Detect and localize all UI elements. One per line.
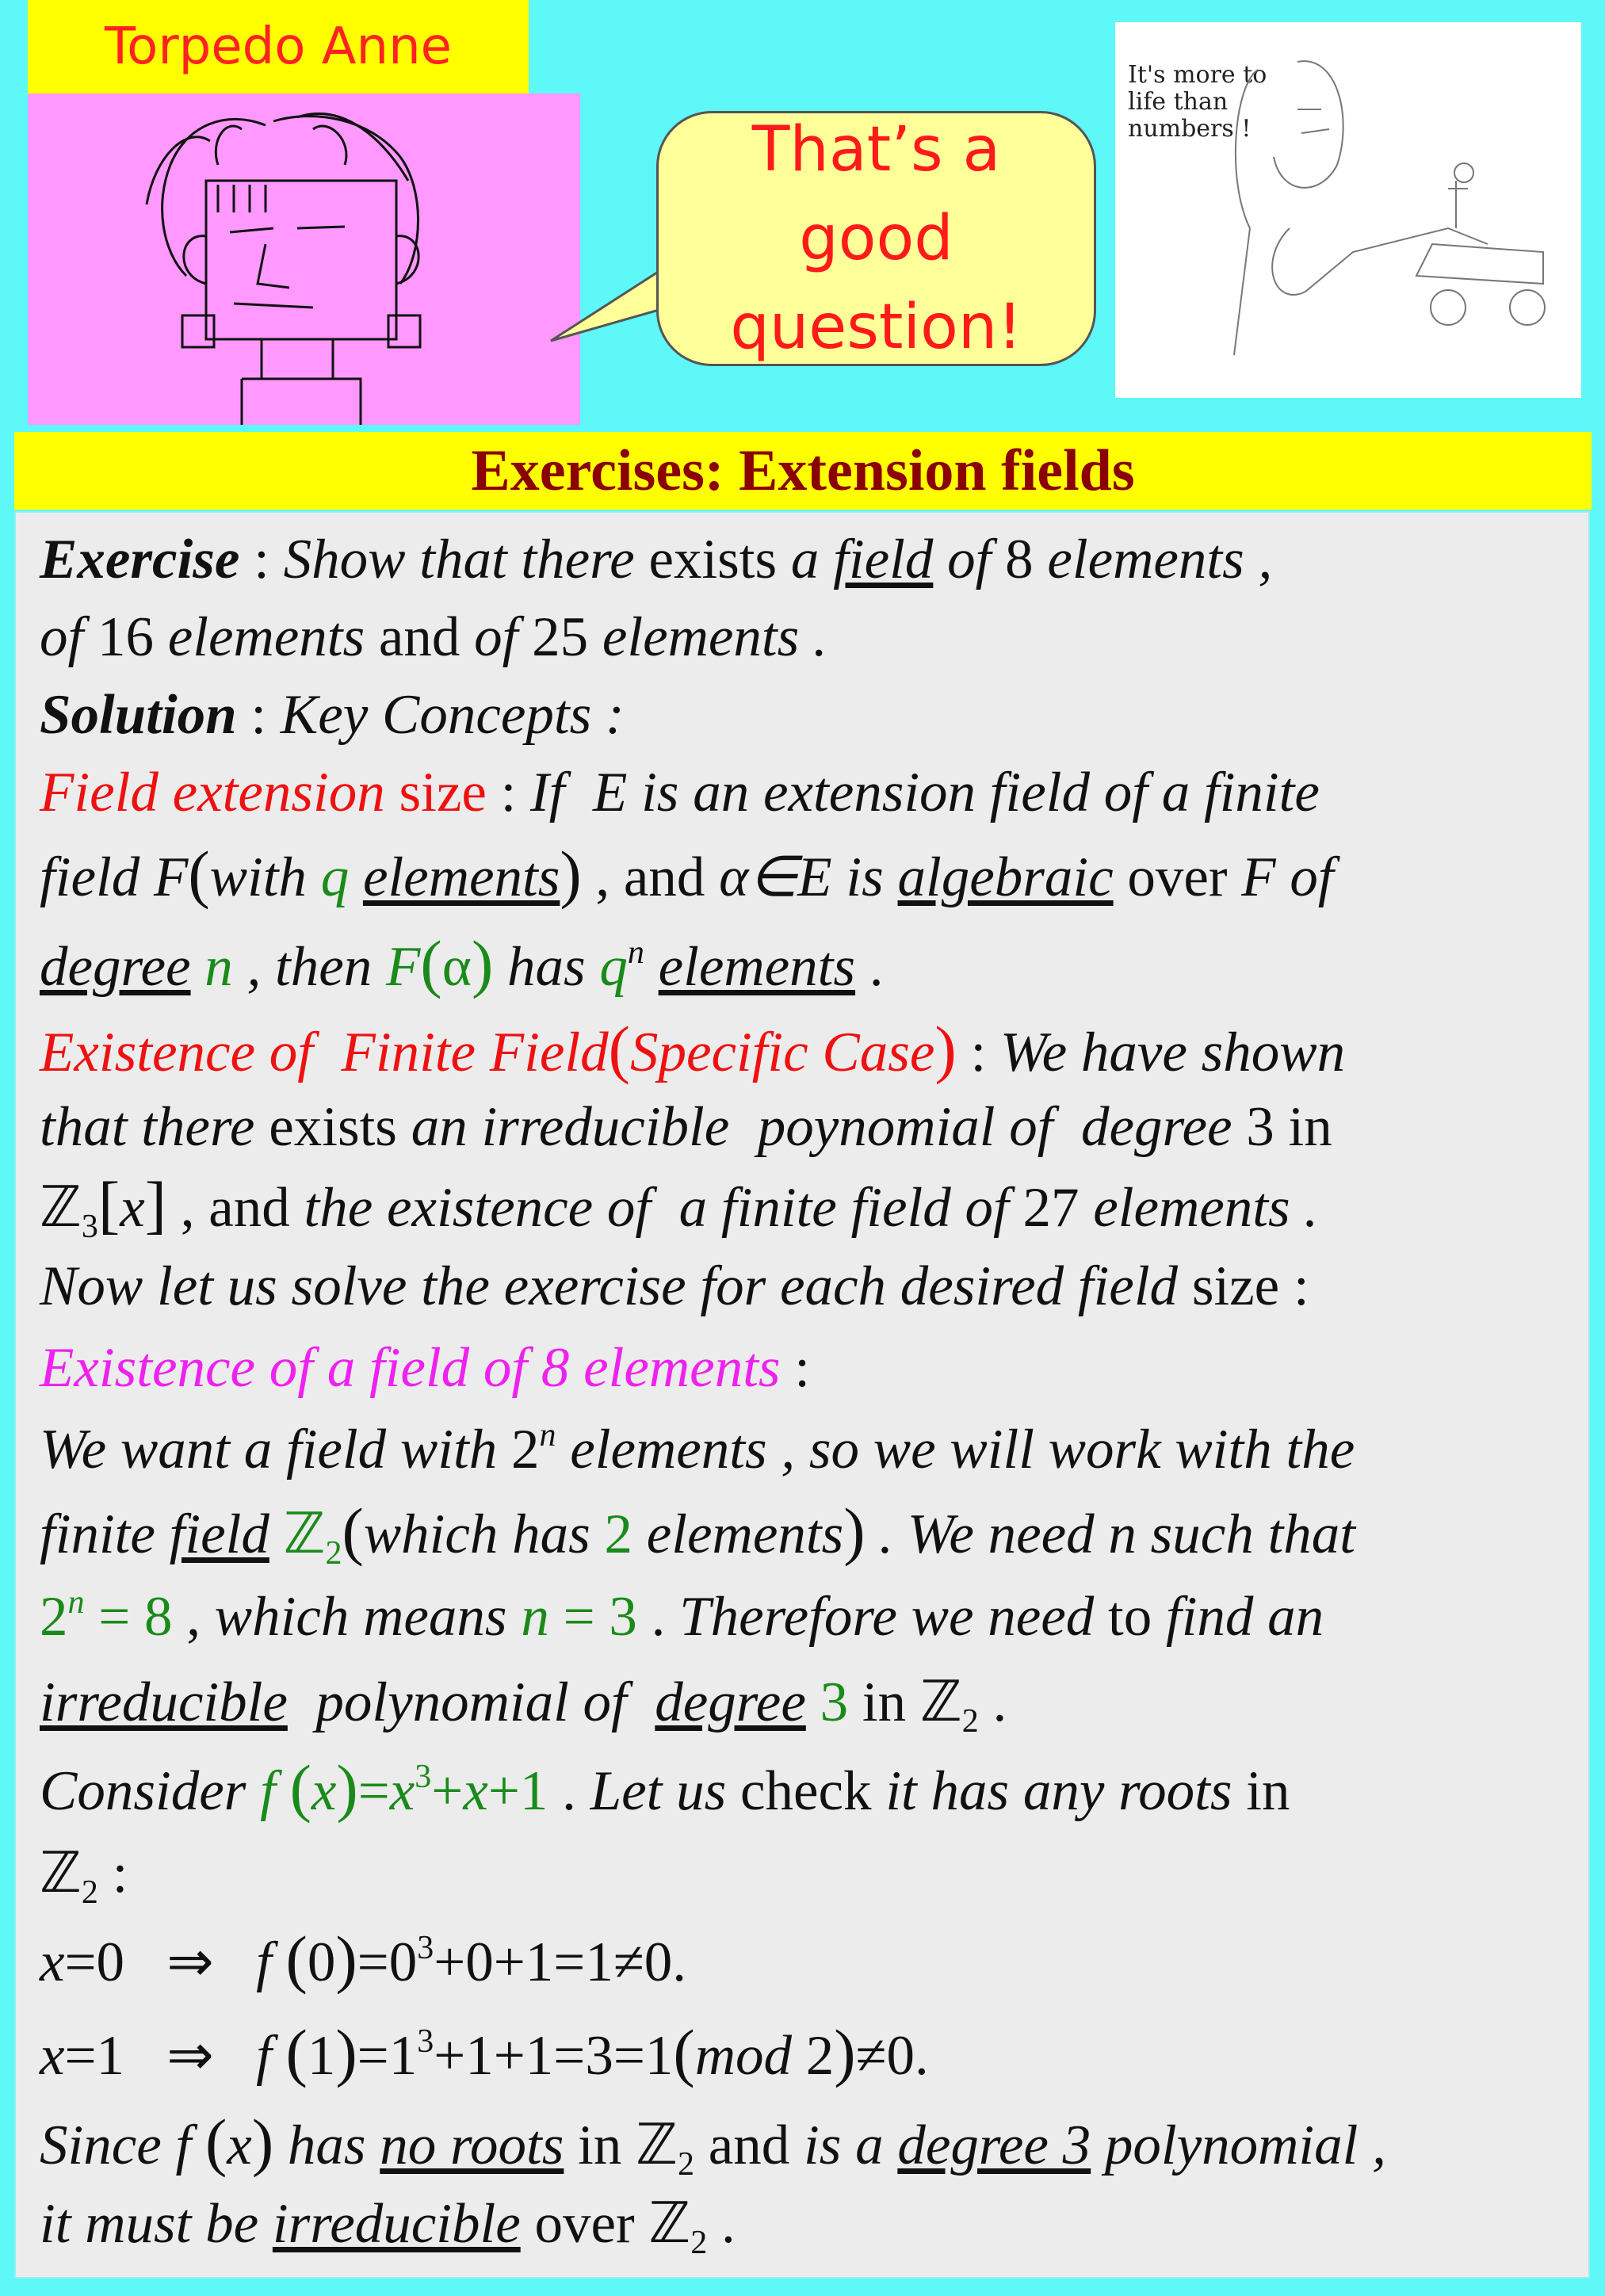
text-line: Existence of a field of 8 elements : — [40, 1337, 811, 1399]
text-line: ℤ$_3$[x] , and the existence of a finite field of 27 elements . — [40, 1168, 1319, 1245]
text-line: x=0 ⇒ f $(0)=0^3+0+1=1\ne 0$. — [40, 1923, 687, 1995]
text-line: We want a field with 2$^n$ elements , so we will work with the — [40, 1417, 1355, 1480]
text-line: ℤ$_2$ : — [40, 1843, 128, 1911]
page-title: Exercises: Extension fields — [14, 432, 1592, 510]
text-line: it must be irreducible over ℤ$_2$ . — [40, 2193, 736, 2261]
speech-bubble — [656, 111, 1096, 366]
text-line: Field extension size : If E is an extension field of a finite — [40, 762, 1320, 823]
text-line: of 16 elements and of 25 elements . — [40, 606, 827, 668]
sketch-drawing — [1115, 22, 1581, 398]
text-line: x=1 ⇒ f $(1)=1^3+1+1=3=1(mod$ 2)≠0. — [40, 2016, 929, 2088]
text-line: Solution : Key Concepts : — [40, 684, 625, 746]
avatar-drawing — [28, 94, 580, 425]
text-line: degree n , then F(α) has $q^n$ elements . — [40, 927, 884, 999]
exercise-content — [14, 511, 1590, 2279]
speech-bubble-tail — [547, 262, 666, 349]
text-line: Existence of Finite Field(Specific Case) : We have shown — [40, 1013, 1346, 1085]
text-line: irreducible polynomial of degree 3 in ℤ$_2$ . — [40, 1671, 1007, 1740]
text-line: Now let us solve the exercise for each desired field size : — [40, 1255, 1309, 1317]
text-line: field F(with q elements) , and α∈E is algebraic over F of — [40, 838, 1334, 910]
comic-title: Torpedo Anne — [28, 0, 529, 94]
text-line: Exercise : Show that there exists a field of 8 elements , — [40, 529, 1273, 590]
sketch-image — [1115, 22, 1581, 398]
speech-text: That’s a good question! — [730, 114, 1022, 363]
text-line: Since f (x) has no roots in ℤ$_2$ and is a degree 3 polynomial , — [40, 2106, 1386, 2183]
text-line: Consider f $(x)=x^3+x+1$ . Let us check it has any roots in — [40, 1752, 1290, 1824]
sketch-caption: It's more to life than numbers ! — [1128, 61, 1267, 143]
text-line: $2^n = 8$ , which means n = 3 . Therefore we need to find an — [40, 1584, 1324, 1648]
anne-face-sketch — [28, 94, 580, 425]
text-line: that there exists an irreducible poynomial of degree 3 in — [40, 1096, 1332, 1158]
text-line: finite field ℤ$_2$(which has 2 elements) . We need n such that — [40, 1495, 1356, 1572]
